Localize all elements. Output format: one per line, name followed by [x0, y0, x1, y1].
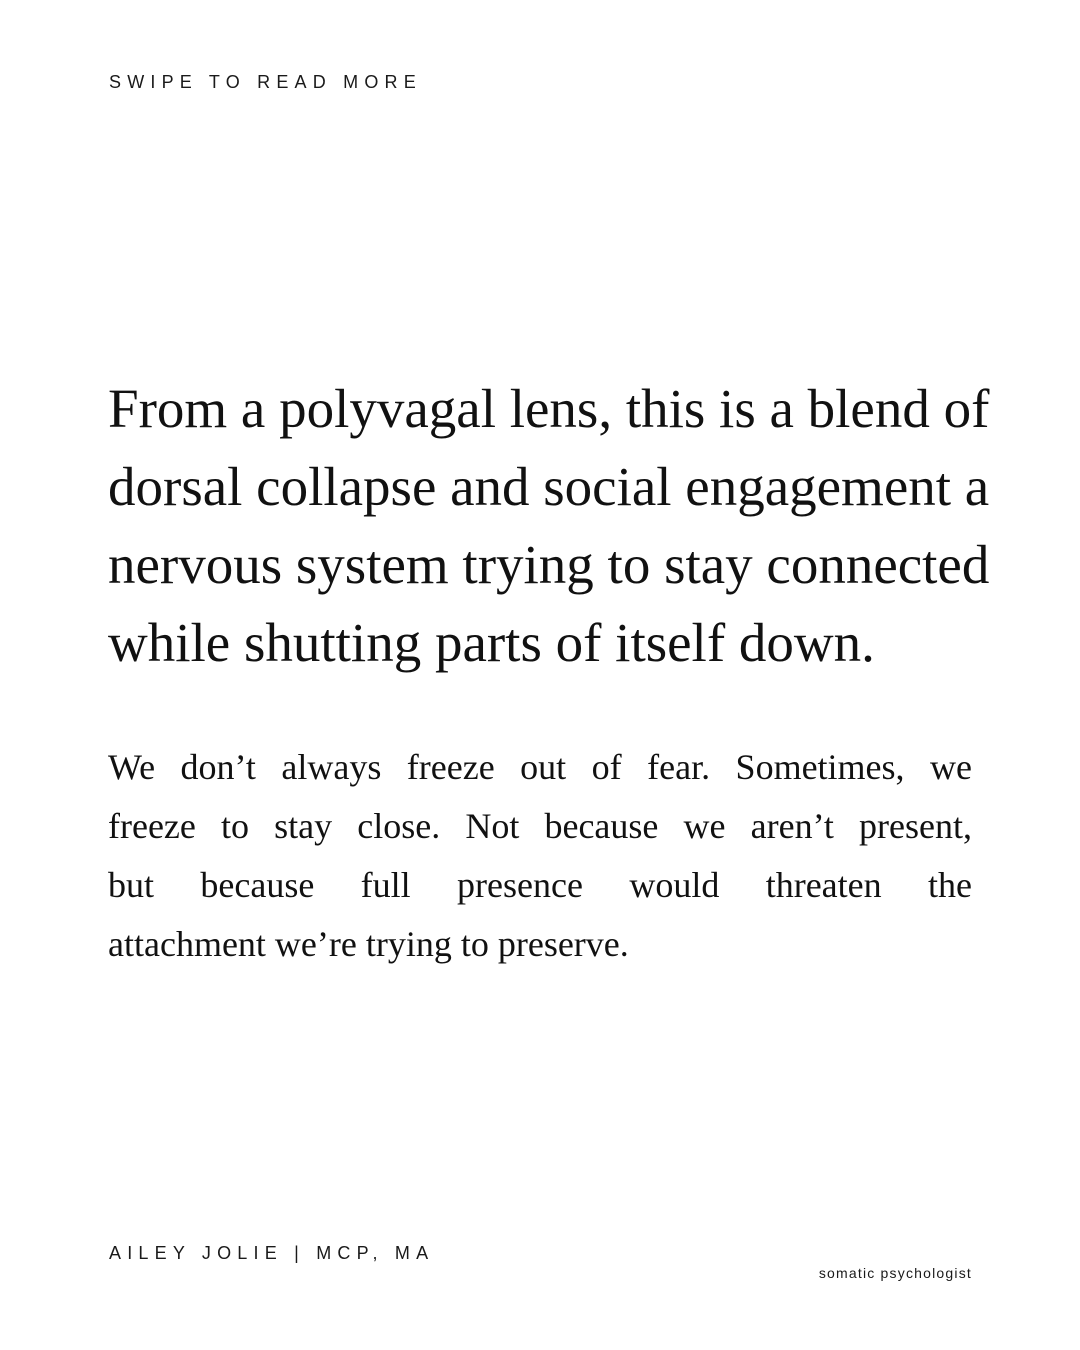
headline-line: while shutting parts of itself down.	[108, 612, 875, 673]
body-paragraph	[108, 738, 972, 974]
body-line: freeze to stay close. Not because we aren’t present,	[108, 806, 972, 846]
headline-line: nervous system trying to stay connected	[108, 534, 990, 595]
headline	[108, 370, 988, 682]
body-line: We don’t always freeze out of fear. Sometimes, we	[108, 747, 972, 787]
body-line: but because full presence would threaten the	[108, 865, 972, 905]
headline-line: dorsal collapse and social engagement a	[108, 456, 990, 517]
body-line: attachment we’re trying to preserve.	[108, 924, 629, 964]
author-role: somatic psychologist	[818, 1265, 972, 1281]
headline-line: From a polyvagal lens, this is a blend of	[108, 378, 990, 439]
author-name: AILEY JOLIE | MCP, MA	[109, 1243, 435, 1263]
swipe-hint: SWIPE TO READ MORE	[109, 72, 422, 92]
